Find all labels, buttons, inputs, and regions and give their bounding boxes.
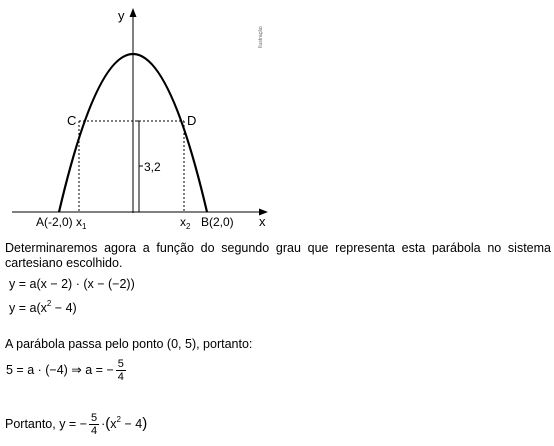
eq2-exponent: 2: [46, 299, 52, 308]
final-close-paren: ): [142, 415, 148, 432]
final-dot: ·: [101, 417, 106, 431]
point-d-label: D: [187, 113, 197, 128]
x2-subscript: 2: [186, 222, 191, 231]
eq3-fraction: [116, 358, 126, 383]
final-equation: [5, 410, 147, 438]
paragraph-intro: Determinaremos agora a função do segundo grau que representa esta parábola no sistema cartesiano escolhido.: [5, 241, 551, 270]
x1-letter: x: [76, 215, 82, 229]
equation-solve-a: [6, 356, 128, 384]
x1-subscript: 1: [82, 222, 87, 231]
illustration-credit: Ilustração: [258, 26, 264, 48]
eq2-prefix: y = a(x: [9, 301, 47, 315]
point-c-label: C: [67, 113, 77, 128]
eq2-suffix: − 4): [51, 301, 77, 315]
final-exponent: 2: [116, 415, 121, 424]
x1-label: [76, 215, 87, 231]
point-a-label: A(-2,0): [36, 215, 73, 229]
final-numerator: 5: [91, 412, 98, 425]
final-fraction: [89, 412, 99, 437]
x2-letter: x: [180, 215, 186, 229]
x-axis-label: x: [259, 214, 266, 229]
height-bracket: [136, 121, 139, 212]
y-axis-arrow: [130, 8, 137, 17]
eq3-prefix: 5 = a · (−4) ⇒ a = −: [6, 363, 114, 377]
equation-factored: y = a(x − 2) · (x − (−2)): [9, 277, 135, 291]
final-denominator: 4: [91, 425, 98, 438]
x2-label: [180, 215, 191, 231]
passes-through-point-text: A parábola passa pelo ponto (0, 5), portanto:: [5, 337, 253, 351]
final-rest: − 4: [121, 417, 143, 431]
eq3-denominator: 4: [117, 371, 124, 384]
final-inner: x: [110, 417, 117, 431]
final-prefix: Portanto, y = −: [5, 417, 87, 431]
height-label: 3,2: [144, 160, 161, 174]
final-open-paren: (: [105, 415, 111, 432]
y-axis-label: y: [118, 8, 125, 23]
point-b-label: B(2,0): [201, 215, 234, 229]
eq3-numerator: 5: [117, 358, 124, 371]
equation-expanded: [9, 301, 77, 316]
